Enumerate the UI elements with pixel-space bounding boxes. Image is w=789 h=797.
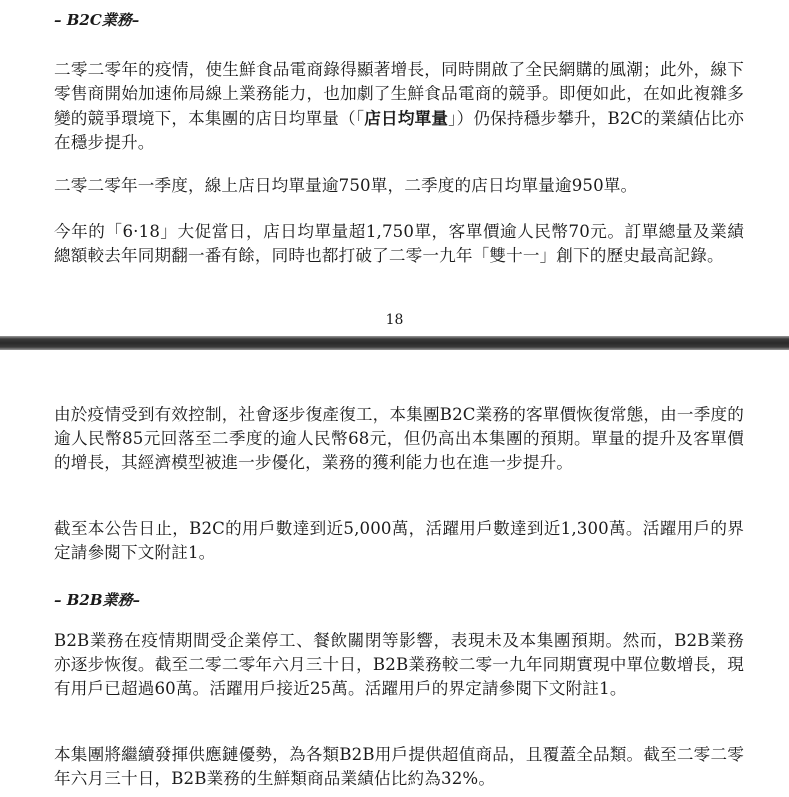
paragraph-b2c-intro-text: 二零二零年的疫情，使生鮮食品電商錄得顯著增長，同時開啟了全民網購的風潮；此外，線下零售商開始加速佈局線上業務能力，也加劇了生鮮食品電商的競爭。即便如此，在如此複雜多變的競爭環境下，本集團的店日均單量（「 (54, 60, 744, 128)
section-heading-b2b: – B2B業務– (54, 591, 141, 609)
paragraph-b2c-users: 截至本公告日止，B2C的用戶數達到近5,000萬，活躍用戶數達到近1,300萬。活躍用戶的界定請參閱下文附註1。 (54, 519, 744, 562)
section-heading-b2c: – B2C業務– (54, 11, 140, 29)
page-number: 18 (385, 312, 404, 328)
paragraph-b2c-order-value: 由於疫情受到有效控制，社會逐步復產復工，本集團B2C業務的客單價恢復常態，由一季度的逾人民幣85元回落至二季度的逾人民幣68元，但仍高出本集團的預期。單量的提升及客單價的增長，其經濟模型被進一步優化，業務的獲利能力也在進一步提升。 (54, 405, 744, 472)
document-page-top (0, 0, 789, 336)
paragraph-618-promo: 今年的「6·18」大促當日，店日均單量超1,750單，客單價逾人民幣70元。訂單總量及業績總額較去年同期翻一番有餘，同時也都打破了二零一九年「雙十一」創下的歷史最高記錄。 (54, 222, 744, 265)
paragraph-b2b-recovery: B2B業務在疫情期間受企業停工、餐飲關閉等影響，表現未及本集團預期。然而，B2B業務亦逐步恢復。截至二零二零年六月三十日，B2B業務較二零一九年同期實現中單位數增長，現有用戶已超過60萬。活躍用戶接近25萬。活躍用戶的界定請參閱下文附註1。 (54, 631, 744, 698)
paragraph-b2c-intro (54, 58, 744, 155)
paragraph-b2b-supply-chain: 本集團將繼續發揮供應鏈優勢，為各類B2B用戶提供超值商品，且覆蓋全品類。截至二零二零年六月三十日，B2B業務的生鮮類商品業績佔比約為32%。 (54, 745, 744, 788)
defined-term-daily-orders: 店日均單量 (364, 108, 449, 128)
page-divider (0, 336, 789, 350)
paragraph-q1-q2-orders: 二零二零年一季度，線上店日均單量逾750單，二季度的店日均單量逾950單。 (54, 176, 638, 195)
document-page-bottom (0, 350, 789, 797)
paragraph-b2c-intro-tail: 」）仍保持穩步攀升，B2C的業績佔比亦在穩步提升。 (54, 109, 744, 152)
